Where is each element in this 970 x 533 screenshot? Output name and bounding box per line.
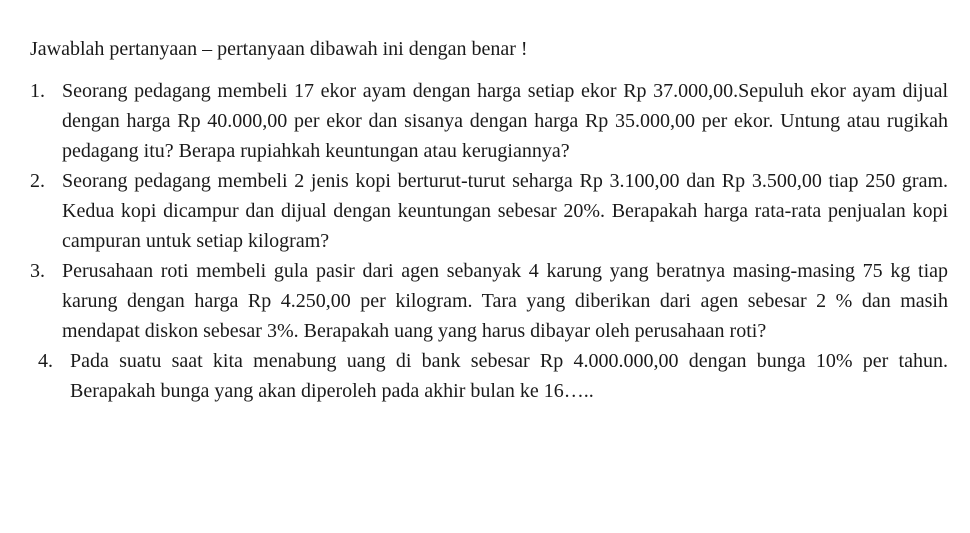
document-page	[30, 36, 948, 406]
question-number: 3.	[30, 260, 45, 282]
question-item-1	[30, 76, 948, 166]
question-item-4	[30, 346, 948, 406]
instruction-heading: Jawablah pertanyaan – pertanyaan dibawah ini dengan benar !	[30, 38, 528, 60]
question-number: 4.	[38, 350, 53, 372]
question-text: Seorang pedagang membeli 17 ekor ayam dengan harga setiap ekor Rp 37.000,00.Sepuluh ekor ayam dijual dengan harga Rp 40.000,00 per ekor dan sisanya dengan harga Rp 35.000,00 per ekor. Untung atau rugikah pedagang itu? Berapa rupiahkah keuntungan atau kerugiannya?	[62, 80, 948, 162]
question-list	[30, 76, 948, 406]
question-text: Seorang pedagang membeli 2 jenis kopi berturut-turut seharga Rp 3.100,00 dan Rp 3.500,00 tiap 250 gram. Kedua kopi dicampur dan dijual dengan keuntungan sebesar 20%. Berapakah harga rata-rata penjualan kopi campuran untuk setiap kilogram?	[62, 170, 948, 252]
question-number: 2.	[30, 170, 45, 192]
question-text: Pada suatu saat kita menabung uang di bank sebesar Rp 4.000.000,00 dengan bunga 10% per tahun. Berapakah bunga yang akan diperoleh pada akhir bulan ke 16…..	[70, 350, 948, 402]
question-item-3	[30, 256, 948, 346]
question-number: 1.	[30, 80, 45, 102]
question-item-2	[30, 166, 948, 256]
question-text: Perusahaan roti membeli gula pasir dari agen sebanyak 4 karung yang beratnya masing-masing 75 kg tiap karung dengan harga Rp 4.250,00 per kilogram. Tara yang diberikan dari agen sebesar 2 % dan masih mendapat diskon sebesar 3%. Berapakah uang yang harus dibayar oleh perusahaan roti?	[62, 260, 948, 342]
